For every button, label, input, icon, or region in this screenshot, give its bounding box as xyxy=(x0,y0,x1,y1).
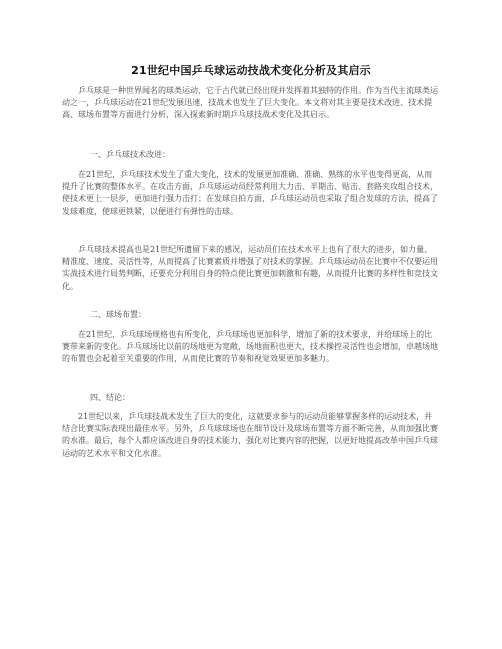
document-title: 21世纪中国乒乓球运动技战术变化分析及其启示 xyxy=(131,64,371,77)
section-heading-technique: 一、乒乓球技术改进： xyxy=(90,150,170,159)
section-heading-court: 二、球场布置： xyxy=(90,310,146,319)
abstract-paragraph: 乒乓球是一种世界闻名的球类运动，它于古代就已经出现并发挥着其独特的作用。作为当代主流球类运动之一，乒乓球运动在21世纪发展迅速，技战术也发生了巨大变化。本文将对其主要是技术改进、技术提高、球场布置等方面进行分析，深入探索新时期乒乓球技战术变化及其启示。 xyxy=(62,86,438,120)
section-heading-conclusion: 四、结论： xyxy=(90,393,130,402)
court-paragraph: 在21世纪，乒乓球场规格也有所变化，乒乓球场也更加科学，增加了新的技术要求，并给球场上的比赛带来新的变化。乒乓球场比以前的场地更为宽敞，场地面积也更大，技术操控灵活性也会增加，卓越场地的布置也会起着至关重要的作用，从而使比赛的节奏和视觉效果更加多魅力。 xyxy=(62,330,438,364)
technique-paragraph-2: 乒乓球技术提高也是21世纪所遗留下来的感况，运动员们在技术水平上也有了很大的进步，如力量、精准度、速度、灵活性等，从而提高了比赛素质并增强了对技术的掌握。乒乓球运动员在比赛中不仅要运用实战技术进行局势判断，还要充分利用自身的特点使比赛更加刺激和有趣，从而提升比赛的多样性和竞技文化。 xyxy=(62,245,438,291)
conclusion-paragraph: 21世纪以来，乒乓球技战术发生了巨大的变化，这就要求参与的运动员能够掌握多样的运动技术，并结合比赛实际表现出最佳水平。另外，乒乓球球场也在细节设计及球场布置等方面不断完善，从而加强比赛的水准。最后，每个人都应该改进自身的技术能力，强化对比赛内容的把握，以更好地提高改革中国乒乓球运动的艺术水平和文化水准。 xyxy=(62,412,438,458)
technique-paragraph-1: 在21世纪，乒乓球技术发生了重大变化，技术的发展更加准确、准确、熟练的水平也变得更高，从而提升了比赛的整体水平。在攻击方面，乒乓球运动员经常利用大力击、半期击、贴击、套路夹攻组合技术，使技术更上一层步，更加进行强力击打；在发球自拍方面，乒乓球运动员也采取了组合发球的方法，提高了发球难度，使球更铁紧，以便进行有弹性的击球。 xyxy=(62,170,438,216)
